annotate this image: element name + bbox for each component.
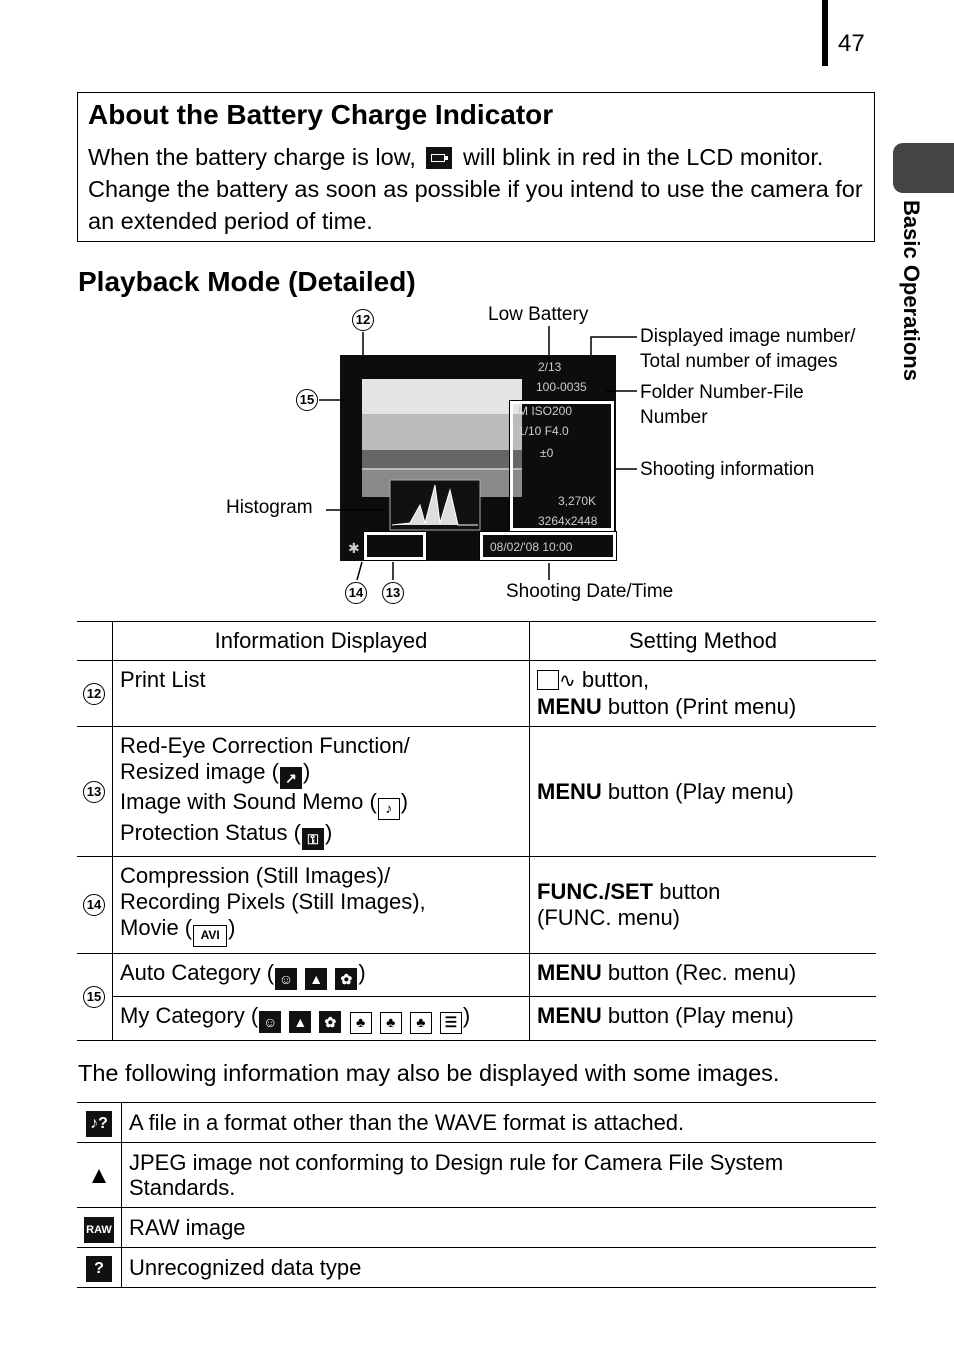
side-section-label-text: Basic Operations [899, 200, 924, 381]
raw-icon: RAW [84, 1217, 114, 1243]
scenery-category-icon: ▲ [305, 968, 327, 990]
follow-text: The following information may also be displayed with some images. [78, 1060, 780, 1086]
callout-shooting-info: Shooting information [640, 459, 815, 480]
extra-info-table [77, 1102, 876, 1288]
method-text-b: button (Print menu) [607, 694, 797, 719]
marker-12: 12 [352, 309, 374, 331]
battery-info-title: About the Battery Charge Indicator [88, 99, 554, 130]
info-line: Resized image ( ↗ ) [120, 759, 522, 789]
info-line: Red-Eye Correction Function/ [120, 733, 410, 758]
callout-low-battery: Low Battery [488, 304, 589, 325]
marker-14: 14 [345, 582, 367, 604]
callout-date-time: Shooting Date/Time [506, 581, 674, 602]
screen-line3-text: ±0 [540, 446, 554, 460]
table-row [77, 661, 876, 727]
table-row [77, 1208, 876, 1248]
row-text: Unrecognized data type [122, 1248, 877, 1288]
table-row [77, 1103, 876, 1143]
category-3-icon: ♣ [410, 1012, 432, 1034]
event-category-icon: ✿ [335, 968, 357, 990]
question-icon: ? [86, 1256, 112, 1282]
row-method: MENU button (Play menu) [530, 727, 877, 857]
svg-text:✱: ✱ [348, 540, 360, 556]
row-number: 13 [83, 781, 105, 803]
share-wave-icon: ∿ [559, 670, 576, 692]
table-header-row [77, 622, 876, 661]
info-line: Recording Pixels (Still Images), [120, 889, 426, 914]
table-row [77, 1143, 876, 1208]
battery-info-text-b: will blink in red in the LCD monitor. Change the battery as soon as possible if you intend to use the camera for an extended period of time. [88, 144, 863, 234]
callout-image-number: Displayed image number/ Total number of images [640, 326, 856, 372]
people-category-icon: ☺ [259, 1011, 281, 1033]
info-line: Compression (Still Images)/ [120, 863, 391, 888]
playback-info-table [77, 621, 876, 1041]
movie-avi-icon: AVI [193, 925, 227, 947]
table-row [77, 997, 876, 1041]
info-line: Protection Status ( ⚿ ) [120, 820, 522, 850]
event-category-icon: ✿ [319, 1011, 341, 1033]
row-number: 12 [83, 683, 105, 705]
callout-folder-file: Folder Number-File Number [640, 382, 804, 428]
row-text: RAW image [122, 1208, 877, 1248]
method-text-a: button, [581, 667, 650, 692]
row-info [113, 857, 530, 954]
people-category-icon: ☺ [275, 968, 297, 990]
row-method [530, 661, 877, 727]
section-title: Playback Mode (Detailed) [78, 266, 416, 297]
scenery-category-icon: ▲ [289, 1011, 311, 1033]
to-do-icon: ☰ [440, 1012, 462, 1034]
print-share-icon [537, 670, 559, 690]
method-bold: MENU [537, 694, 602, 719]
category-1-icon: ♣ [350, 1012, 372, 1034]
row-text: JPEG image not conforming to Design rule for Camera File System Standards. [122, 1143, 877, 1208]
sound-memo-error-icon: ♪? [86, 1111, 112, 1137]
row-number: 15 [83, 986, 105, 1008]
protect-key-icon: ⚿ [302, 828, 324, 850]
row-method: FUNC./SET button (FUNC. menu) [530, 857, 877, 954]
callout-histogram: Histogram [226, 497, 313, 518]
battery-info-text-a: When the battery charge is low, [88, 144, 416, 170]
info-line: Movie ( AVI ) [120, 915, 522, 947]
table-row [77, 857, 876, 954]
row-info: My Category ( ☺ ▲ ✿ ♣ ♣ ♣ ☰ ) [113, 997, 530, 1041]
callout-lines [0, 0, 954, 620]
table-row [77, 727, 876, 857]
table-row [77, 954, 876, 997]
screen-line2-text: 1/10 F4.0 [518, 424, 569, 438]
screen-line1-text: M ISO200 [518, 404, 573, 418]
table-row [77, 1248, 876, 1288]
header-setting-method: Setting Method [530, 622, 877, 661]
row-number: 14 [83, 894, 105, 916]
screen-count-text: 2/13 [538, 360, 562, 374]
screen-date-text: 08/02/'08 10:00 [490, 540, 573, 554]
header-info-displayed: Information Displayed [113, 622, 530, 661]
warning-icon: ▲ [87, 1161, 111, 1189]
row-method: MENU button (Rec. menu) [530, 954, 877, 997]
row-method: MENU button (Play menu) [530, 997, 877, 1041]
row-info: Auto Category ( ☺ ▲ ✿ ) [113, 954, 530, 997]
marker-15: 15 [296, 389, 318, 411]
category-2-icon: ♣ [380, 1012, 402, 1034]
marker-13: 13 [382, 582, 404, 604]
resize-icon: ↗ [280, 767, 302, 789]
row-text: A file in a format other than the WAVE format is attached. [122, 1103, 877, 1143]
sound-memo-icon: ♪ [378, 798, 400, 820]
info-line: Image with Sound Memo ( ♪ ) [120, 789, 522, 820]
page-number: 47 [838, 30, 865, 57]
row-info: Print List [113, 661, 530, 727]
row-info [113, 727, 530, 857]
screen-folder-text: 100-0035 [536, 380, 587, 394]
screen-size-text: 3,270K [558, 494, 597, 508]
screen-res-text: 3264x2448 [538, 514, 598, 528]
